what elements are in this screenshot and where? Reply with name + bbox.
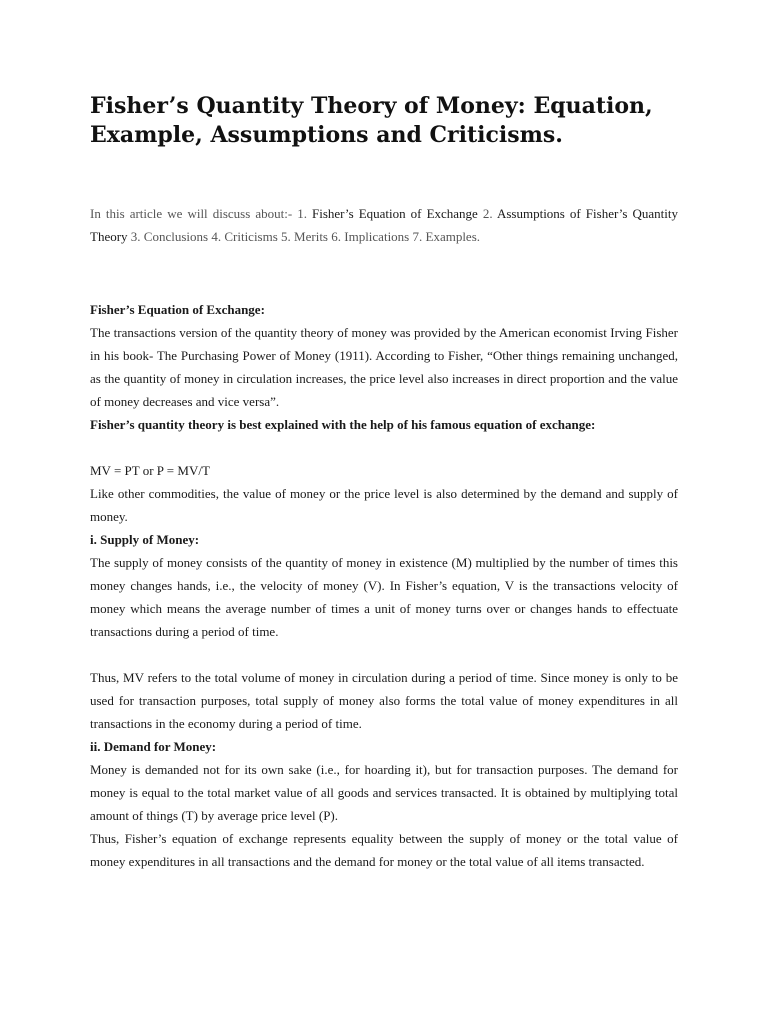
equation-text: MV = PT or P = MV/T [90,463,210,478]
toc-link-conclusions[interactable]: Conclusions [143,229,209,244]
section-heading-supply-of-money: i. Supply of Money: [90,532,200,547]
paragraph-mv-volume: Thus, MV refers to the total volume of money in circulation during a period of time. Since money is only to be used for transaction purposes, total supply of money also forms the total value of money expenditures in all transactions in the economy during a period of time. [90,670,678,731]
paragraph-supply-definition: The supply of money consists of the quantity of money in existence (M) multiplied by the number of times this money changes hands, i.e., the velocity of money (V). In Fisher’s equation, V is the transactions velocity of money which means the average number of times a unit of money turns over or changes hands to effectuate transactions during a period of time. [90,555,678,639]
spacer [90,436,678,459]
toc-link-equation-of-exchange[interactable]: Fisher’s Equation of Exchange [312,206,478,221]
section-heading-demand-for-money: ii. Demand for Money: [90,739,217,754]
paragraph-equation-equality: Thus, Fisher’s equation of exchange represents equality between the supply of money or the total value of money expenditures in all transactions and the demand for money or the total value of all items transacted. [90,831,678,869]
article-body [90,298,678,873]
toc-link-criticisms[interactable]: Criticisms [224,229,278,244]
paragraph-demand-definition: Money is demanded not for its own sake (i.e., for hoarding it), but for transaction purposes. The demand for money is equal to the total market value of all goods and services transacted. It is obtained by multiplying total amount of things (T) by average price level (P). [90,762,678,823]
toc-separator: 5. [277,229,295,244]
paragraph-transactions-version: The transactions version of the quantity theory of money was provided by the American economist Irving Fisher in his book- The Purchasing Power of Money (1911). According to Fisher, “Other things remaining unchanged, as the quantity of money in circulation increases, the price level also increases in direct proportion and the value of money decreases and vice versa”. [90,325,678,409]
article-page [90,92,678,873]
toc-link-assumptions[interactable]: Assumptions of Fisher’s Quantity Theory [90,206,678,244]
bold-statement-equation: Fisher’s quantity theory is best explained with the help of his famous equation of exchange: [90,417,596,432]
section-heading-equation-of-exchange: Fisher’s Equation of Exchange: [90,302,265,317]
toc-separator: 3. [127,229,144,244]
toc-link-implications[interactable]: Implications [344,229,410,244]
toc-separator: 6. [328,229,345,244]
toc-link-merits[interactable]: Merits [294,229,328,244]
table-of-contents [90,202,678,248]
toc-intro: In this article we will discuss about:- 1. [90,206,312,221]
spacer [90,643,678,666]
article-title: Fisher’s Quantity Theory of Money: Equation, Example, Assumptions and Criticisms. [90,93,653,148]
toc-separator: 2. [477,206,497,221]
toc-link-examples[interactable]: Examples. [425,229,481,244]
paragraph-demand-supply: Like other commodities, the value of money or the price level is also determined by the demand and supply of money. [90,486,678,524]
toc-separator: 4. [208,229,225,244]
toc-separator: 7. [409,229,426,244]
